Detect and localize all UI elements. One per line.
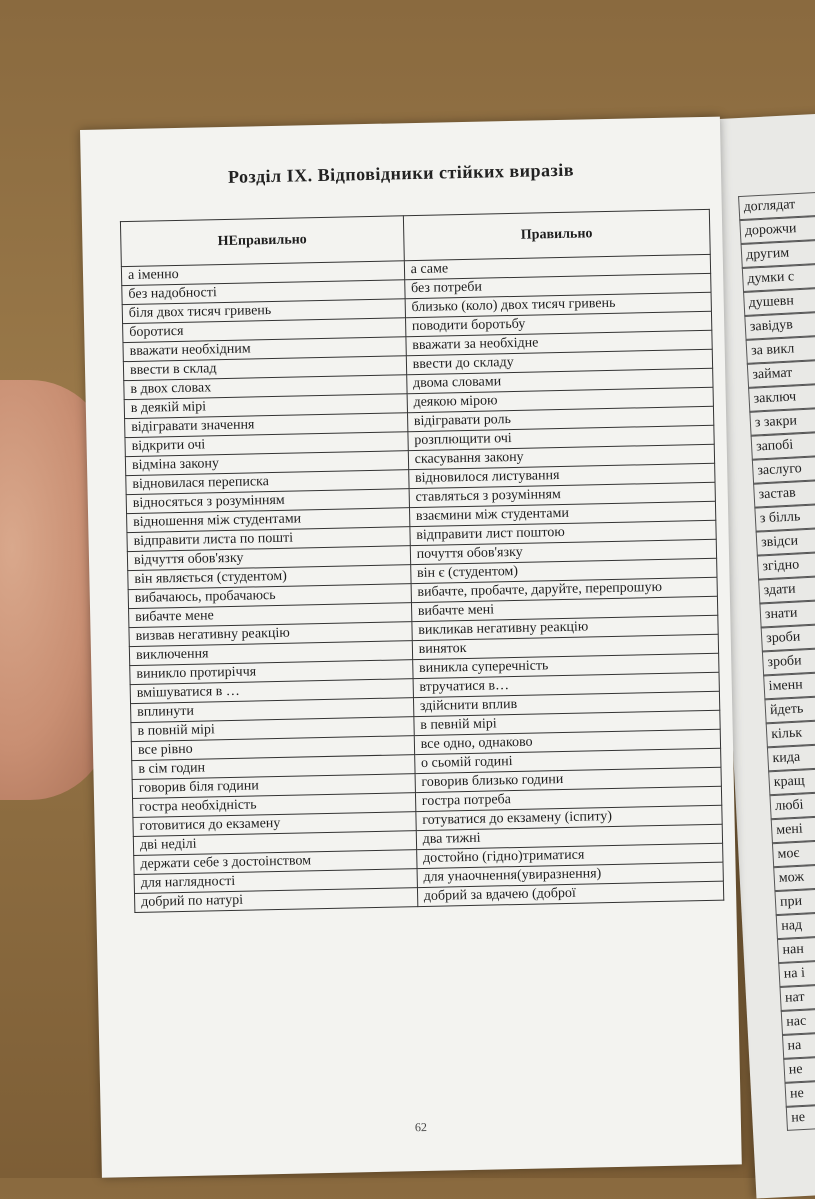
cell-incorrect: відносяться з розумінням [126, 489, 409, 514]
right-page-fragment: за викл [746, 335, 815, 364]
cell-correct: без потреби [404, 273, 711, 298]
phrase-table [120, 209, 724, 913]
cell-correct: добрий за вдачею (доброї [417, 881, 724, 906]
header-correct: Правильно [403, 209, 710, 260]
header-incorrect: НЕправильно [120, 216, 404, 267]
cell-correct: близько (коло) двох тисяч гривень [405, 292, 712, 317]
cell-incorrect: дві неділі [133, 831, 416, 856]
page-number: 62 [414, 1119, 428, 1135]
right-page-fragment: запобі [751, 431, 815, 460]
right-page-fragment: мені [771, 814, 815, 843]
right-page-fragment: нас [781, 1006, 815, 1035]
right-page-fragment: кільк [766, 718, 815, 747]
cell-correct: гостра потреба [415, 786, 722, 811]
cell-correct: почуття обов'язку [410, 539, 717, 564]
cell-correct: відправити лист поштою [410, 520, 717, 545]
cell-incorrect: відправити листа по пошті [127, 527, 410, 552]
right-page-fragment: не [783, 1054, 815, 1083]
right-page-fragment: завідув [744, 311, 815, 340]
right-page-fragment: з білль [754, 502, 815, 531]
cell-correct: виняток [412, 634, 719, 659]
cell-correct: вибачте, пробачте, даруйте, перепрошую [411, 577, 718, 602]
cell-incorrect: він являється (студентом) [128, 565, 411, 590]
cell-correct: втручатися в… [413, 672, 720, 697]
cell-correct: в певній мірі [414, 710, 721, 735]
cell-incorrect: відміна закону [125, 451, 408, 476]
cell-incorrect: вибачаюсь, пробачаюсь [128, 584, 411, 609]
cell-correct: все одно, однаково [414, 729, 721, 754]
cell-incorrect: відігравати значення [125, 413, 408, 438]
right-page-fragment: нан [777, 934, 815, 963]
right-page-fragment: згідно [757, 550, 815, 579]
cell-correct: для унаочнення(увиразнення) [417, 862, 724, 887]
right-page-fragment: не [785, 1078, 815, 1107]
cell-correct: поводити боротьбу [405, 311, 712, 336]
cell-correct: вибачте мені [411, 596, 718, 621]
right-page-fragment: заключ [748, 383, 815, 412]
cell-incorrect: відновилася переписка [126, 470, 409, 495]
cell-incorrect: боротися [123, 318, 406, 343]
cell-incorrect: готовитися до екзамену [133, 812, 416, 837]
cell-incorrect: говорив біля години [132, 774, 415, 799]
right-page-fragment: заслуго [752, 455, 815, 484]
cell-incorrect: вважати необхідним [123, 337, 406, 362]
right-page-fragment: не [786, 1102, 815, 1131]
right-page-fragment: нат [779, 982, 815, 1011]
cell-correct: він є (студентом) [410, 558, 717, 583]
cell-correct: готуватися до екзамену (іспиту) [416, 805, 723, 830]
page-title: Розділ ІХ. Відповідники стійких виразів [227, 159, 575, 187]
cell-incorrect: держати себе з достоінством [134, 850, 417, 875]
cell-correct: достойно (гідно)триматися [416, 843, 723, 868]
right-page-fragment: кида [767, 742, 815, 771]
right-page-fragment: душевн [743, 287, 815, 316]
right-page-fragment: на і [778, 958, 815, 987]
cell-correct: виникла суперечність [412, 653, 719, 678]
cell-incorrect: а іменно [121, 261, 404, 286]
cell-correct: відновилося листування [408, 463, 715, 488]
cell-incorrect: в двох словах [124, 375, 407, 400]
right-page-fragment: зроби [761, 622, 815, 651]
cell-incorrect: без надобності [122, 280, 405, 305]
right-page-fragment: кращ [768, 766, 815, 795]
cell-correct: два тижні [416, 824, 723, 849]
cell-incorrect: ввести в склад [123, 356, 406, 381]
cell-incorrect: в повній мірі [131, 717, 414, 742]
cell-incorrect: гостра необхідність [133, 793, 416, 818]
right-page-fragment: зроби [762, 646, 815, 675]
cell-incorrect: відкрити очі [125, 432, 408, 457]
cell-correct: о сьомій годині [414, 748, 721, 773]
cell-incorrect: добрий по натурі [135, 888, 418, 913]
right-page-fragment: здати [758, 574, 815, 603]
cell-correct: скасування закону [408, 444, 715, 469]
cell-incorrect: вмішуватися в … [130, 679, 413, 704]
book-page [80, 117, 742, 1178]
right-page-fragment: звідси [756, 526, 815, 555]
cell-correct: відігравати роль [407, 406, 714, 431]
cell-correct: ввести до складу [406, 349, 713, 374]
right-page-fragment: моє [772, 838, 815, 867]
cell-incorrect: відчуття обов'язку [127, 546, 410, 571]
right-page-fragment: знати [759, 598, 815, 627]
cell-correct: двома словами [406, 368, 713, 393]
right-page-fragment: доглядат [738, 191, 815, 220]
right-page-fragment: думки с [742, 263, 815, 292]
cell-correct: взаємини між студентами [409, 501, 716, 526]
cell-incorrect: виключення [129, 641, 412, 666]
table-body [121, 254, 723, 912]
cell-correct: а саме [404, 254, 711, 279]
cell-incorrect: все рівно [131, 736, 414, 761]
right-page-fragment: любі [769, 790, 815, 819]
right-page-fragment: дорожчи [739, 215, 815, 244]
cell-correct: здійснити вплив [413, 691, 720, 716]
cell-correct: викликав негативну реакцію [412, 615, 719, 640]
cell-correct: вважати за необхідне [406, 330, 713, 355]
cell-incorrect: в деякій мірі [124, 394, 407, 419]
cell-incorrect: в сім годин [132, 755, 415, 780]
right-page-fragment: іменн [763, 670, 815, 699]
cell-incorrect: вплинути [131, 698, 414, 723]
right-page-list [738, 191, 815, 1131]
right-page-fragment: застав [753, 478, 815, 507]
right-page-fragment: над [776, 910, 815, 939]
right-page-fragment: на [782, 1030, 815, 1059]
right-page-fragment: при [774, 886, 815, 915]
cell-correct: розплющити очі [408, 425, 715, 450]
cell-correct: деякою мірою [407, 387, 714, 412]
right-page-fragment: другим [741, 239, 815, 268]
right-page-fragment: займат [747, 359, 815, 388]
right-page-fragment: з закри [749, 407, 815, 436]
cell-correct: ставляться з розумінням [409, 482, 716, 507]
right-page-fragment: мож [773, 862, 815, 891]
cell-incorrect: вибачте мене [129, 603, 412, 628]
cell-incorrect: визвав негативну реакцію [129, 622, 412, 647]
cell-incorrect: біля двох тисяч гривень [122, 299, 405, 324]
right-page-fragment: йдеть [764, 694, 815, 723]
cell-incorrect: для наглядності [134, 869, 417, 894]
cell-incorrect: виникло протиріччя [130, 660, 413, 685]
cell-correct: говорив близько години [415, 767, 722, 792]
cell-incorrect: відношення між студентами [127, 508, 410, 533]
